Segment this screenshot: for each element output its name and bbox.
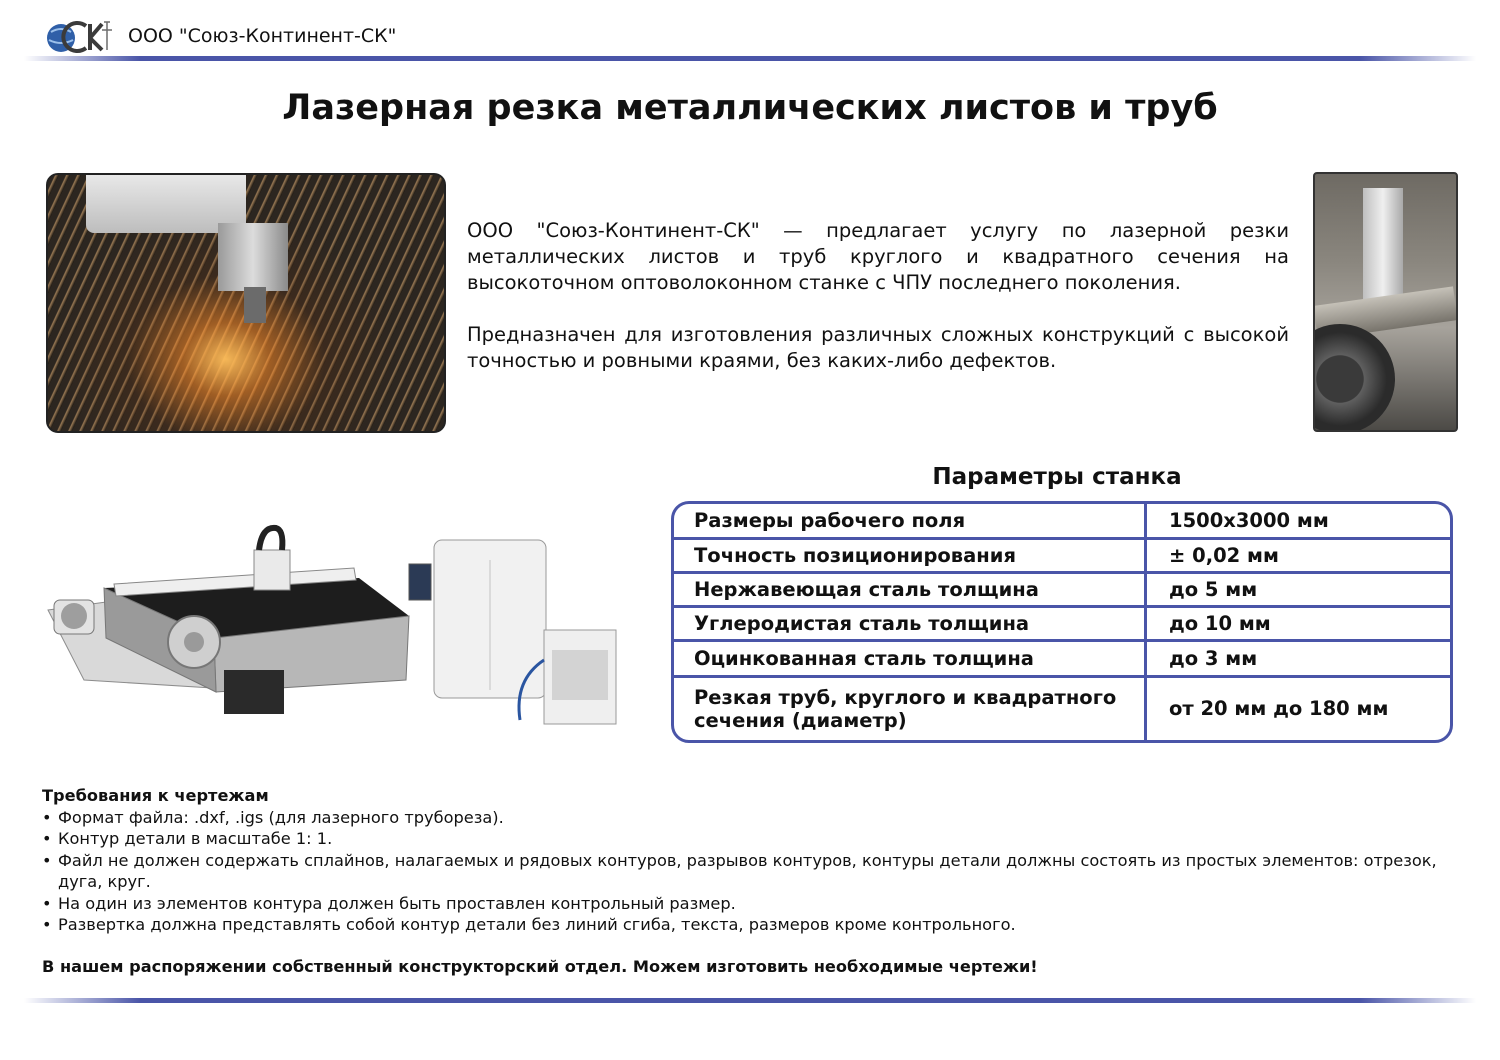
param-value: от 20 мм до 180 мм [1169, 697, 1389, 721]
top-divider [24, 56, 1476, 61]
tube-cutting-photo [1313, 172, 1458, 432]
param-label: Точность позиционирования [674, 538, 1146, 572]
param-value: 1500х3000 мм [1146, 504, 1451, 538]
param-label: Размеры рабочего поля [674, 504, 1146, 538]
param-label: Нержавеющая сталь толщина [674, 572, 1146, 606]
design-department-note: В нашем распоряжении собственный конструкторский отдел. Можем изготовить необходимые чертежи! [42, 957, 1038, 976]
intro-paragraph-1: ООО "Союз-Континент-СК" — предлагает услугу по лазерной резки металлических листов и труб круглого и квадратного сечения на высокоточном оптоволоконном станке с ЧПУ последнего поколения. [467, 219, 1289, 294]
param-value: до 3 мм [1146, 640, 1451, 676]
tube-chuck [1313, 324, 1395, 432]
param-label: Оцинкованная сталь толщина [674, 640, 1146, 676]
laser-head-body [218, 223, 288, 291]
param-label: Резкая труб, круглого и квадратного сечения (диаметр) [674, 676, 1146, 740]
bottom-divider [24, 998, 1476, 1003]
requirement-item: • На один из элементов контура должен быть проставлен контрольный размер. [42, 893, 1462, 915]
tube-laser-head [1363, 188, 1403, 308]
requirement-item: • Развертка должна представлять собой контур детали без линий сгиба, текста, размеров кроме контрольного. [42, 914, 1462, 936]
requirements-title: Требования к чертежам [42, 786, 269, 805]
laser-machine-illustration [44, 520, 618, 726]
param-value: до 5 мм [1146, 572, 1451, 606]
param-row [674, 676, 1450, 740]
intro-paragraph-2: Предназначен для изготовления различных сложных конструкций с высокой точностью и ровными краями, без каких-либо дефектов. [467, 323, 1289, 372]
drawing-requirements [42, 785, 1462, 936]
param-row [674, 504, 1450, 538]
params-title: Параметры станка [932, 464, 1182, 490]
param-label: Углеродистая сталь толщина [674, 606, 1146, 640]
globe-ck-logo-icon [44, 16, 116, 56]
header [44, 16, 396, 56]
company-logo [44, 16, 116, 56]
param-value: до 10 мм [1146, 606, 1451, 640]
company-name: ООО "Союз-Континент-СК" [128, 25, 397, 47]
params-table [671, 501, 1453, 743]
param-row [674, 606, 1450, 640]
laser-sheet-cutting-photo [46, 173, 446, 433]
param-row [674, 572, 1450, 606]
param-row [674, 640, 1450, 676]
page-title: Лазерная резка металлических листов и труб [282, 88, 1218, 128]
requirement-item: • Формат файла: .dxf, .igs (для лазерного трубореза). [42, 807, 1462, 829]
requirement-item: • Файл не должен содержать сплайнов, налагаемых и рядовых контуров, разрывов контуров, контуры детали должны состоять из простых элементов: отрезок, дуга, круг. [42, 850, 1462, 893]
param-value: ± 0,02 мм [1146, 538, 1451, 572]
laser-nozzle [244, 287, 266, 323]
param-row [674, 538, 1450, 572]
intro-text [467, 218, 1289, 400]
requirement-item: • Контур детали в масштабе 1: 1. [42, 828, 1462, 850]
